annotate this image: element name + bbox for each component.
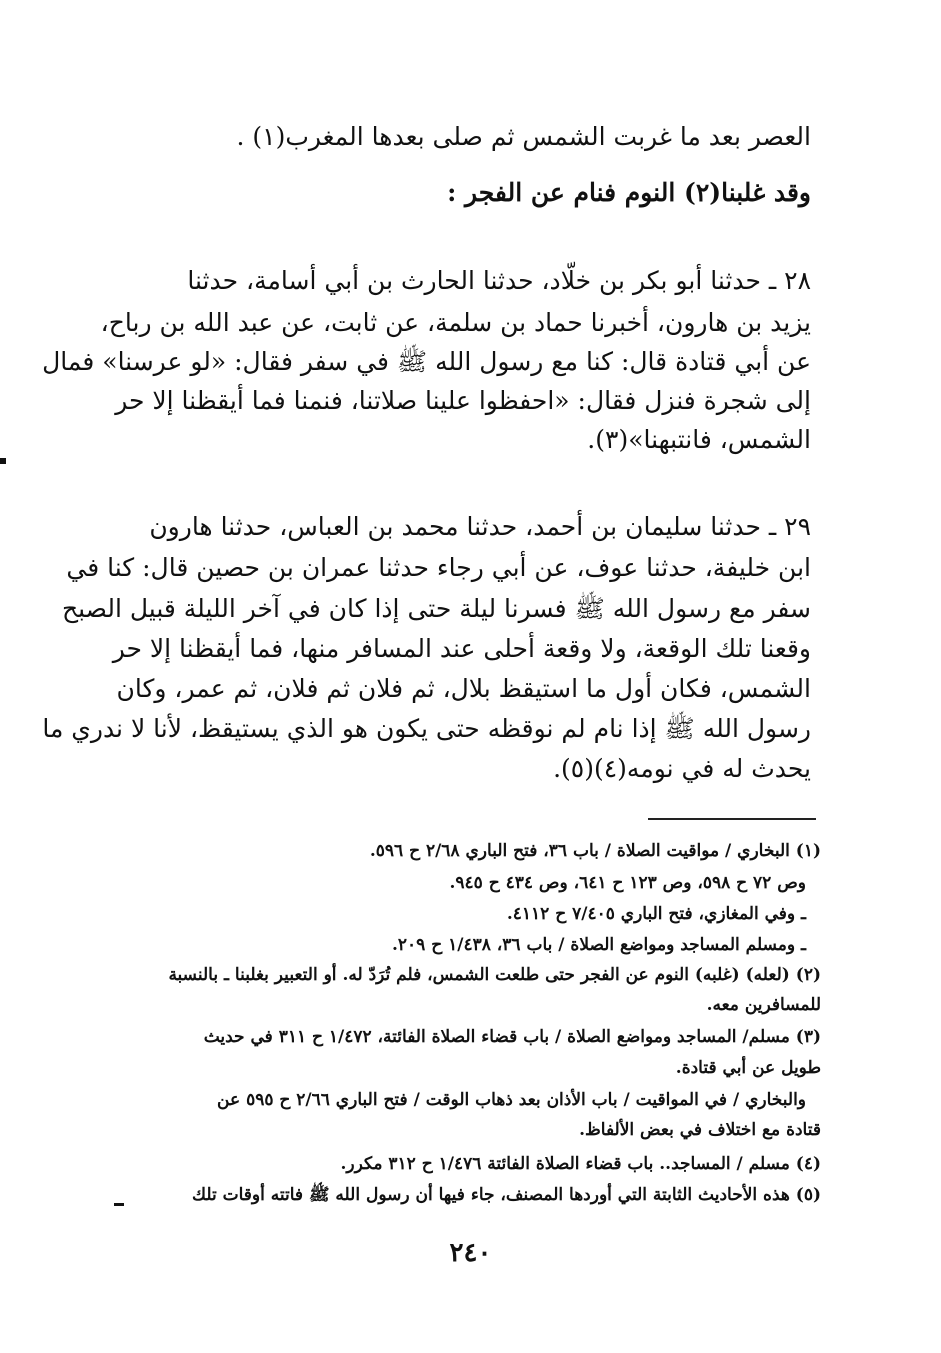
continuation-mark	[114, 1203, 124, 1206]
hadith-29-line: ابن خليفة، حدثنا عوف، عن أبي رجاء حدثنا عمران بن حصين قال: كنا في	[66, 553, 811, 582]
footnote-line: (٢) (لعله) (غلبه) النوم عن الفجر حتى طلعت الشمس، فلم تُرَدّ له. أو التعبير بغلبنا ـ بالنسبة	[168, 965, 821, 985]
hadith-28-line: عن أبي قتادة قال: كنا مع رسول الله ﷺ في سفر فقال: «لو عرسنا» فمال	[42, 347, 811, 376]
section-heading: وقد غلبنا(٢) النوم فنام عن الفجر :	[447, 178, 811, 207]
hadith-29-line: الشمس، فكان أول ما استيقظ بلال، ثم فلان ثم فلان، ثم عمر، وكان	[116, 674, 811, 703]
hadith-28-line: يزيد بن هارون، أخبرنا حماد بن سلمة، عن ثابت، عن عبد الله بن رباح،	[100, 308, 811, 337]
footnote-line: قتادة مع اختلاف في بعض الألفاظ.	[579, 1120, 821, 1140]
footnote-line: والبخاري / في المواقيت / باب الأذان بعد ذهاب الوقت / فتح الباري ٢/٦٦ ح ٥٩٥ عن	[217, 1090, 806, 1110]
footnote-line: (٥) هذه الأحاديث الثابتة التي أوردها المصنف، جاء فيها أن رسول الله ﷺ فاتته أوقات تلك	[192, 1185, 821, 1205]
footnote-line: (٣) مسلم/ المساجد ومواضع الصلاة / باب قضاء الصلاة الفائتة، ١/٤٧٢ ح ٣١١ في حديث	[203, 1027, 821, 1047]
page-number: ٢٤٠	[449, 1238, 492, 1268]
intro-line-1: العصر بعد ما غربت الشمس ثم صلى بعدها المغرب(١) .	[236, 122, 811, 151]
hadith-29-line: يحدث له في نومه(٤)(٥).	[553, 754, 811, 783]
hadith-28-line: ٢٨ ـ حدثنا أبو بكر بن خلّاد، حدثنا الحارث بن أبي أسامة، حدثنا	[187, 266, 811, 295]
hadith-29-line: وقعنا تلك الوقعة، ولا وقعة أحلى عند المسافر منها، فما أيقظنا إلا حر	[112, 634, 811, 663]
hadith-28-line: إلى شجرة فنزل فقال: «احفظوا علينا صلاتنا، فنمنا فما أيقظنا إلا حر	[115, 386, 811, 415]
footnote-separator	[648, 818, 816, 820]
hadith-29-line: سفر مع رسول الله ﷺ فسرنا ليلة حتى إذا كان في آخر الليلة قبيل الصبح	[61, 594, 811, 623]
footnote-line: ـ وفي المغازي، فتح الباري ٧/٤٠٥ ح ٤١١٢.	[506, 904, 806, 924]
footnote-line: ـ ومسلم المساجد ومواضع الصلاة / باب ٣٦، ١/٤٣٨ ح ٢٠٩.	[391, 935, 806, 955]
hadith-29-line: ٢٩ ـ حدثنا سليمان بن أحمد، حدثنا محمد بن العباس، حدثنا هارون	[149, 512, 811, 541]
hadith-28-line: الشمس، فانتبهنا»(٣).	[587, 425, 811, 454]
footnote-line: للمسافرين معه.	[706, 995, 821, 1015]
footnote-line: (١) البخاري / مواقيت الصلاة / باب ٣٦، فتح الباري ٢/٦٨ ح ٥٩٦.	[369, 841, 821, 861]
footnote-line: وص ٧٢ ح ٥٩٨، وص ١٢٣ ح ٦٤١، وص ٤٣٤ ح ٩٤٥.	[449, 873, 806, 893]
footnote-line: طويل عن أبي قتادة.	[675, 1058, 821, 1078]
footnote-line: (٤) مسلم / المساجد.. باب قضاء الصلاة الفائتة ١/٤٧٦ ح ٣١٢ مكرر.	[340, 1154, 821, 1174]
hadith-29-line: رسول الله ﷺ إذا نام لم نوقظه حتى يكون هو الذي يستيقظ، لأنا لا ندري ما	[42, 714, 811, 743]
margin-mark	[0, 458, 6, 464]
